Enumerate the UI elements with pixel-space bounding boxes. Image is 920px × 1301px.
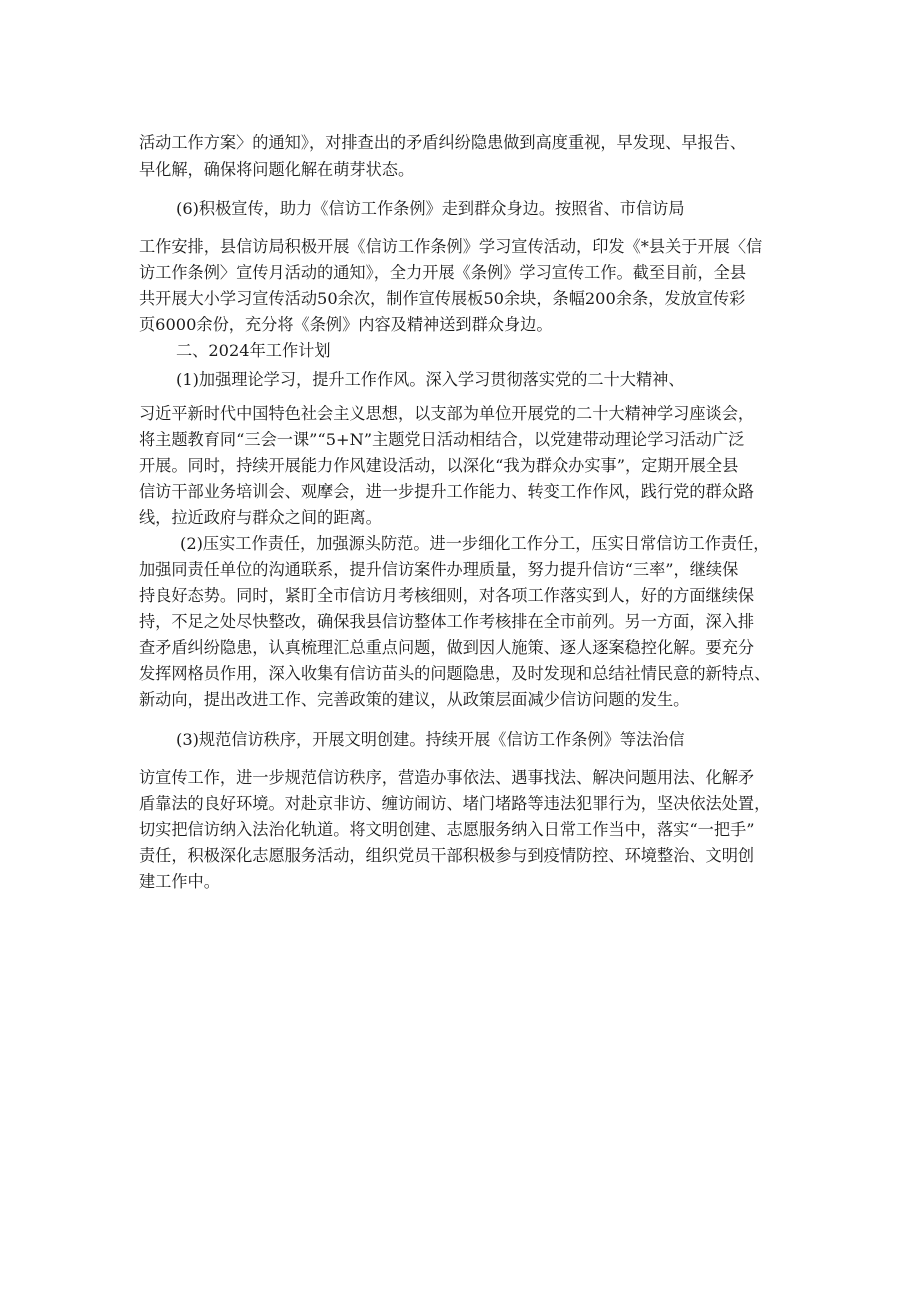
paragraph-line: 新动向，提出改进工作、完善政策的建议，从政策层面减少信访问题的发生。	[139, 690, 690, 709]
paragraph-line: 工作安排，县信访局积极开展《信访工作条例》学习宣传活动，印发《*县关于开展〈信	[139, 237, 763, 256]
paragraph-line: 发挥网格员作用，深入收集有信访苗头的问题隐患，及时发现和总结社情民意的新特点、	[139, 664, 771, 683]
paragraph-line: 切实把信访纳入法治化轨道。将文明创建、志愿服务纳入日常工作当中，落实“一把手”	[139, 820, 755, 839]
paragraph-line: 共开展大小学习宣传活动50余次，制作宣传展板50余块，条幅200余条，发放宣传彩	[139, 289, 746, 308]
paragraph-heading-6: (6)积极宣传，助力《信访工作条例》走到群众身边。按照省、市信访局	[176, 199, 685, 218]
paragraph-line: 建工作中。	[139, 872, 220, 891]
paragraph-line: 页6000余份，充分将《条例》内容及精神送到群众身边。	[139, 315, 553, 334]
paragraph-line: 信访干部业务培训会、观摩会，进一步提升工作能力、转变工作作风，践行党的群众路	[139, 482, 755, 501]
paragraph-line: 活动工作方案〉的通知》，对排查出的矛盾纠纷隐患做到高度重视，早发现、早报告、	[139, 133, 747, 152]
paragraph-line: 持，不足之处尽快整改，确保我县信访整体工作考核排在全市前列。另一方面，深入排	[139, 612, 755, 631]
paragraph-line: 责任，积极深化志愿服务活动，组织党员干部积极参与到疫情防控、环境整治、文明创	[139, 846, 755, 865]
paragraph-line: 查矛盾纠纷隐患，认真梳理汇总重点问题，做到因人施策、逐人逐案稳控化解。要充分	[139, 638, 755, 657]
paragraph-heading-3: (3)规范信访秩序，开展文明创建。持续开展《信访工作条例》等法治信	[176, 730, 685, 749]
paragraph-heading-1: (1)加强理论学习，提升工作作风。深入学习贯彻落实党的二十大精神、	[176, 370, 685, 389]
paragraph-line: 访宣传工作，进一步规范信访秩序，营造办事依法、遇事找法、解决问题用法、化解矛	[139, 768, 755, 787]
paragraph-line: 开展。同时，持续开展能力作风建设活动，以深化“我为群众办实事”，定期开展全县	[139, 456, 739, 475]
paragraph-line: 盾靠法的良好环境。对赴京非访、缠访闹访、堵门堵路等违法犯罪行为，坚决依法处置，	[139, 794, 771, 813]
paragraph-heading-2: (2)压实工作责任，加强源头防范。进一步细化工作分工，压实日常信访工作责任，	[180, 534, 770, 553]
paragraph-line: 习近平新时代中国特色社会主义思想，以支部为单位开展党的二十大精神学习座谈会，	[139, 404, 755, 423]
paragraph-line: 访工作条例〉宣传月活动的通知》，全力开展《条例》学习宣传工作。截至目前，全县	[139, 263, 747, 282]
paragraph-line: 加强同责任单位的沟通联系，提升信访案件办理质量，努力提升信访“三率”，继续保	[139, 560, 739, 579]
paragraph-line: 持良好态势。同时，紧盯全市信访月考核细则，对各项工作落实到人，好的方面继续保	[139, 586, 755, 605]
paragraph-line: 线，拉近政府与群众之间的距离。	[139, 508, 382, 527]
section-heading: 二、2024年工作计划	[176, 341, 331, 360]
paragraph-line: 将主题教育同“三会一课”“5+N”主题党日活动相结合，以党建带动理论学习活动广泛	[139, 430, 745, 449]
paragraph-line: 早化解，确保将问题化解在萌芽状态。	[139, 160, 415, 179]
